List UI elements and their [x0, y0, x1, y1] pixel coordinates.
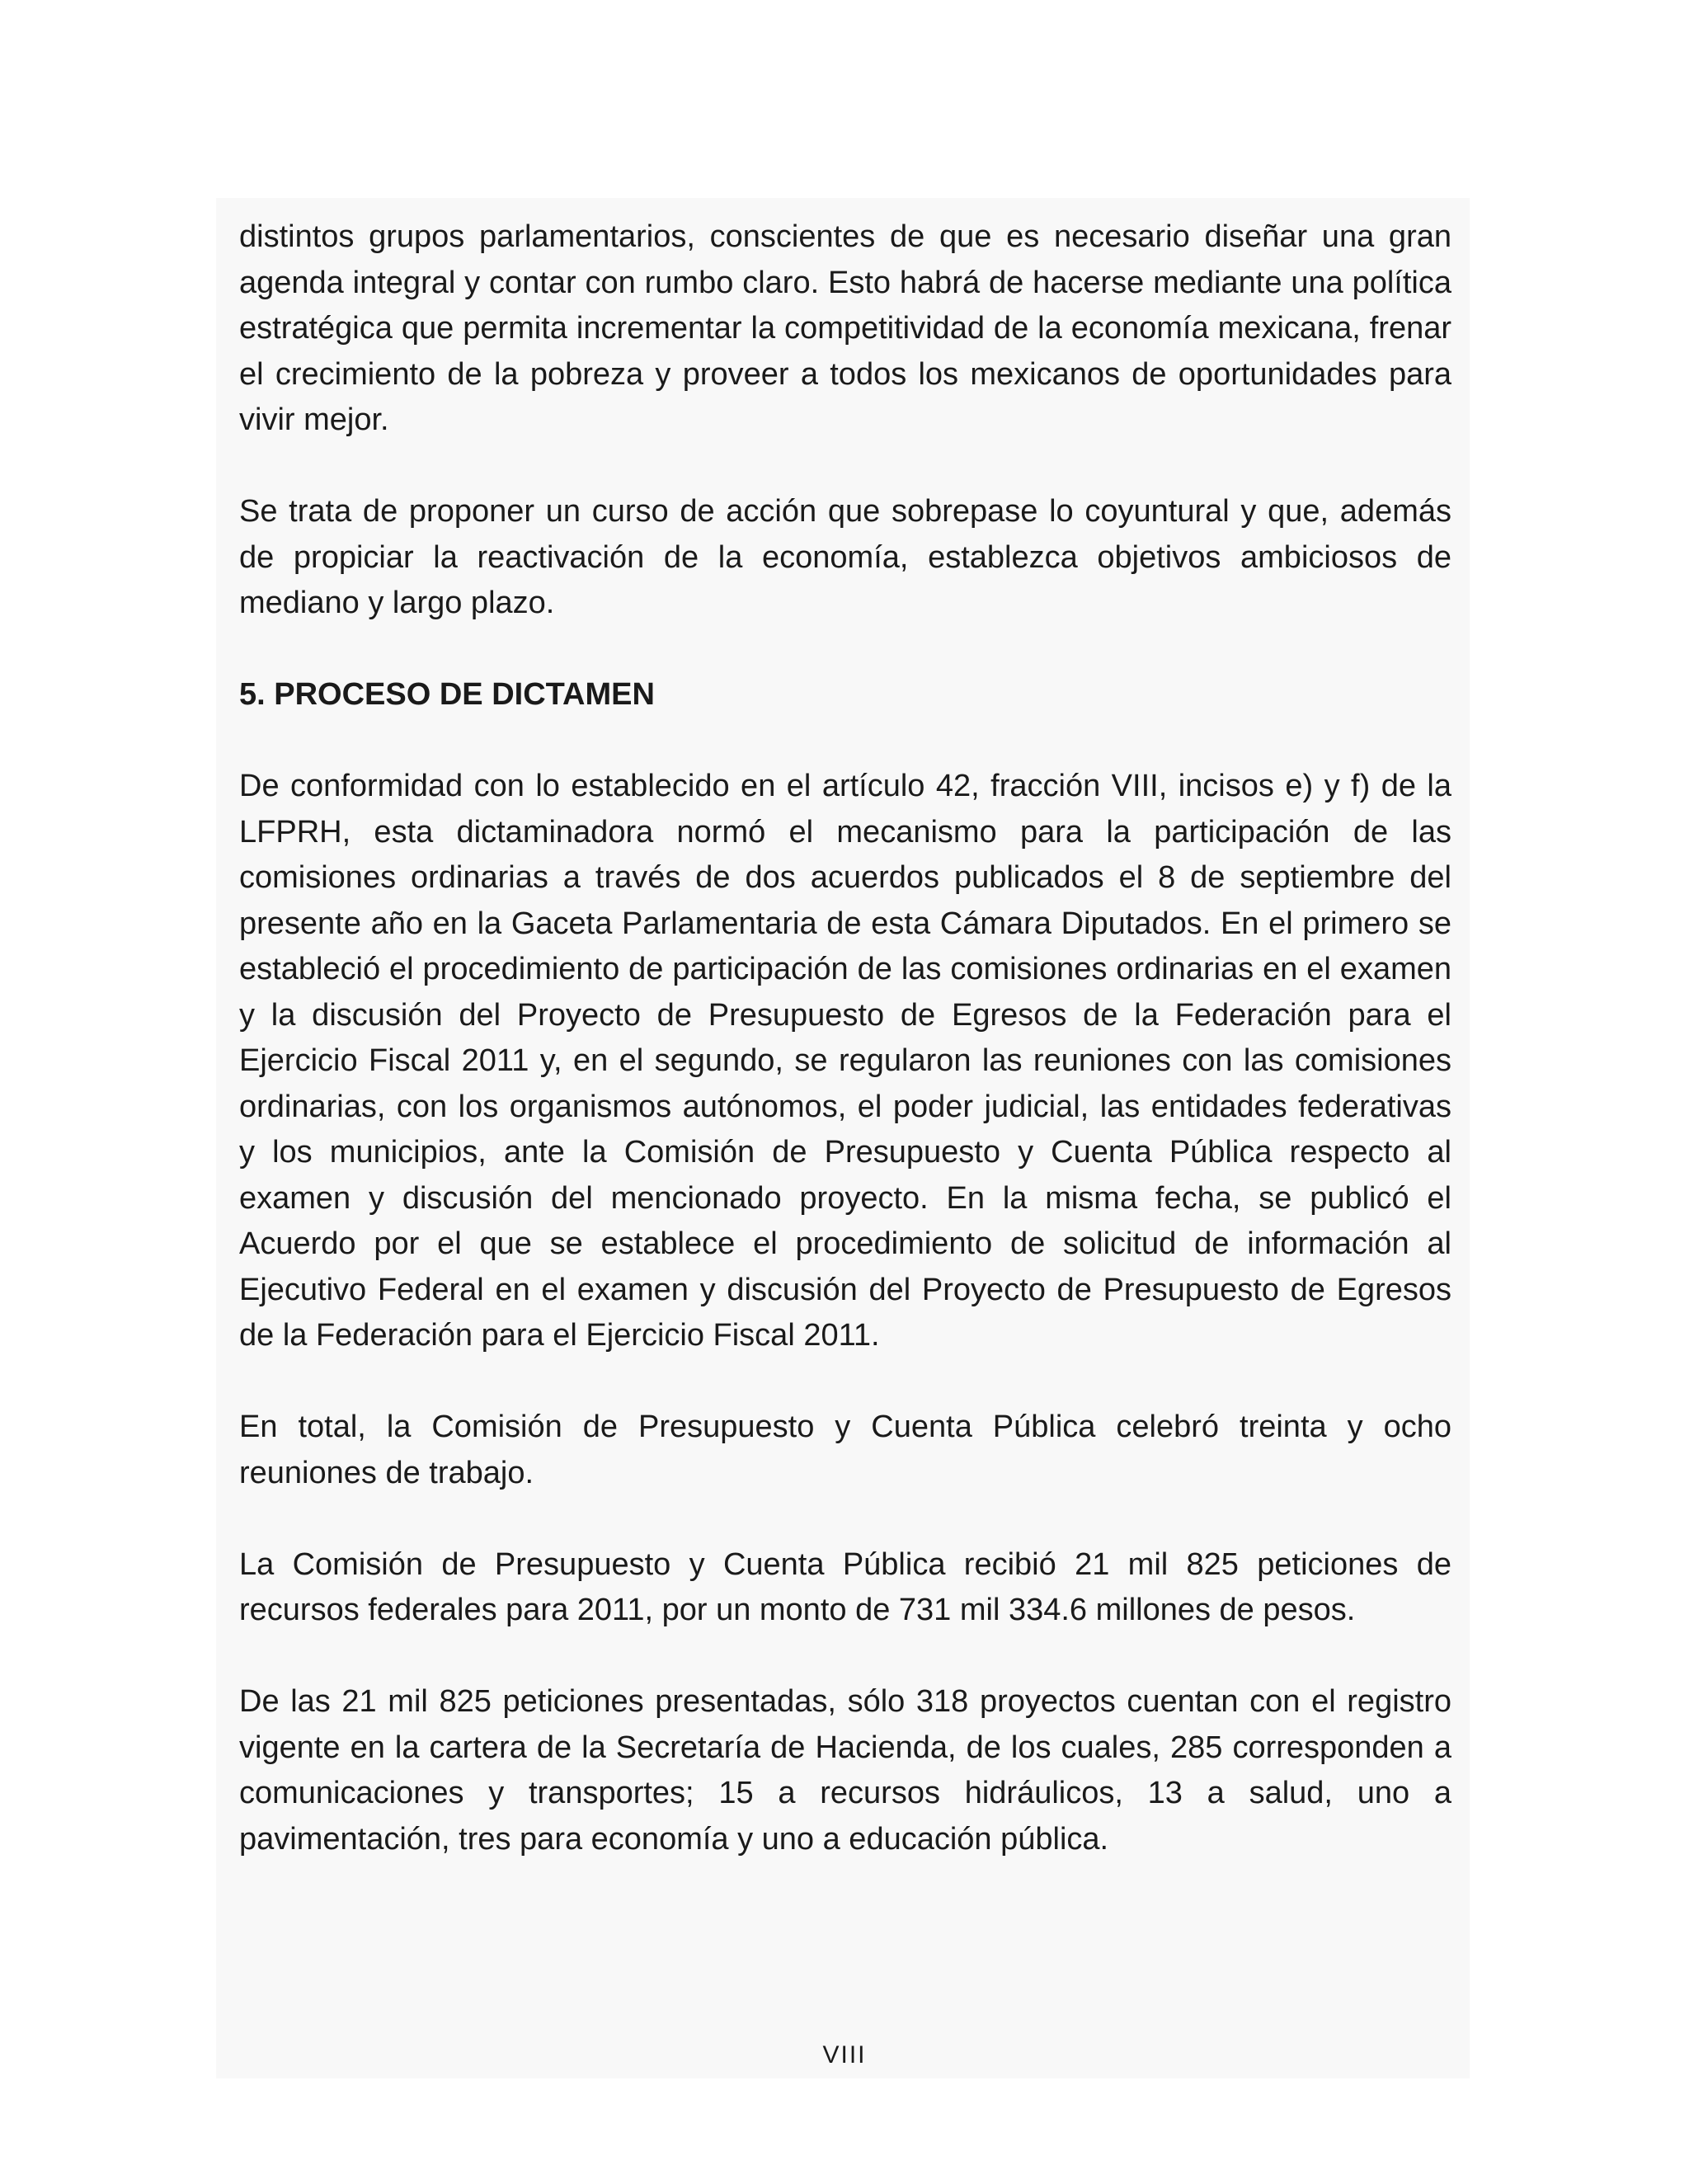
document-body — [239, 214, 1451, 1909]
section-heading: 5. PROCESO DE DICTAMEN — [239, 677, 655, 712]
paragraph-grupos-parlamentarios: distintos grupos parlamentarios, conscientes de que es necesario diseñar una gran agenda integral y contar con rumbo claro. Esto habrá de hacerse mediante una política estratégica que permita incrementar la competitividad de la economía mexicana, frenar el crecimiento de la pobreza y proveer a todos los mexicanos de oportunidades para vivir mejor. — [239, 219, 1451, 437]
paragraph-peticiones-recibidas: La Comisión de Presupuesto y Cuenta Pública recibió 21 mil 825 peticiones de recursos federales para 2011, por un monto de 731 mil 334.6 millones de pesos. — [239, 1546, 1451, 1627]
paragraph-curso-de-accion: Se trata de proponer un curso de acción que sobrepase lo coyuntural y que, además de propiciar la reactivación de la economía, establezca objetivos ambiciosos de mediano y largo plazo. — [239, 494, 1451, 620]
page-number: VIII — [822, 2041, 867, 2069]
paragraph-conformidad-lfprh: De conformidad con lo establecido en el artículo 42, fracción VIII, incisos e) y f) de la LFPRH, esta dictaminadora normó el mecanismo para la participación de las comisiones ordinarias a través de dos acuerdos publicados el 8 de septiembre del presente año en la Gaceta Parlamentaria de esta Cámara Diputados. En el primero se estableció el procedimiento de participación de las comisiones ordinarias en el examen y la discusión del Proyecto de Presupuesto de Egresos de la Federación para el Ejercicio Fiscal 2011 y, en el segundo, se regularon las reuniones con las comisiones ordinarias, con los organismos autónomos, el poder judicial, las entidades federativas y los municipios, ante la Comisión de Presupuesto y Cuenta Pública respecto al examen y discusión del mencionado proyecto. En la misma fecha, se publicó el Acuerdo por el que se establece el procedimiento de solicitud de información al Ejecutivo Federal en el examen y discusión del Proyecto de Presupuesto de Egresos de la Federación para el Ejercicio Fiscal 2011. — [239, 769, 1451, 1353]
paragraph-proyectos-registrados: De las 21 mil 825 peticiones presentadas, sólo 318 proyectos cuentan con el registro vigente en la cartera de la Secretaría de Hacienda, de los cuales, 285 corresponden a comunicaciones y transportes; 15 a recursos hidráulicos, 13 a salud, uno a pavimentación, tres para economía y uno a educación pública. — [239, 1684, 1451, 1857]
paragraph-total-reuniones: En total, la Comisión de Presupuesto y Cuenta Pública celebró treinta y ocho reuniones de trabajo. — [239, 1410, 1451, 1490]
